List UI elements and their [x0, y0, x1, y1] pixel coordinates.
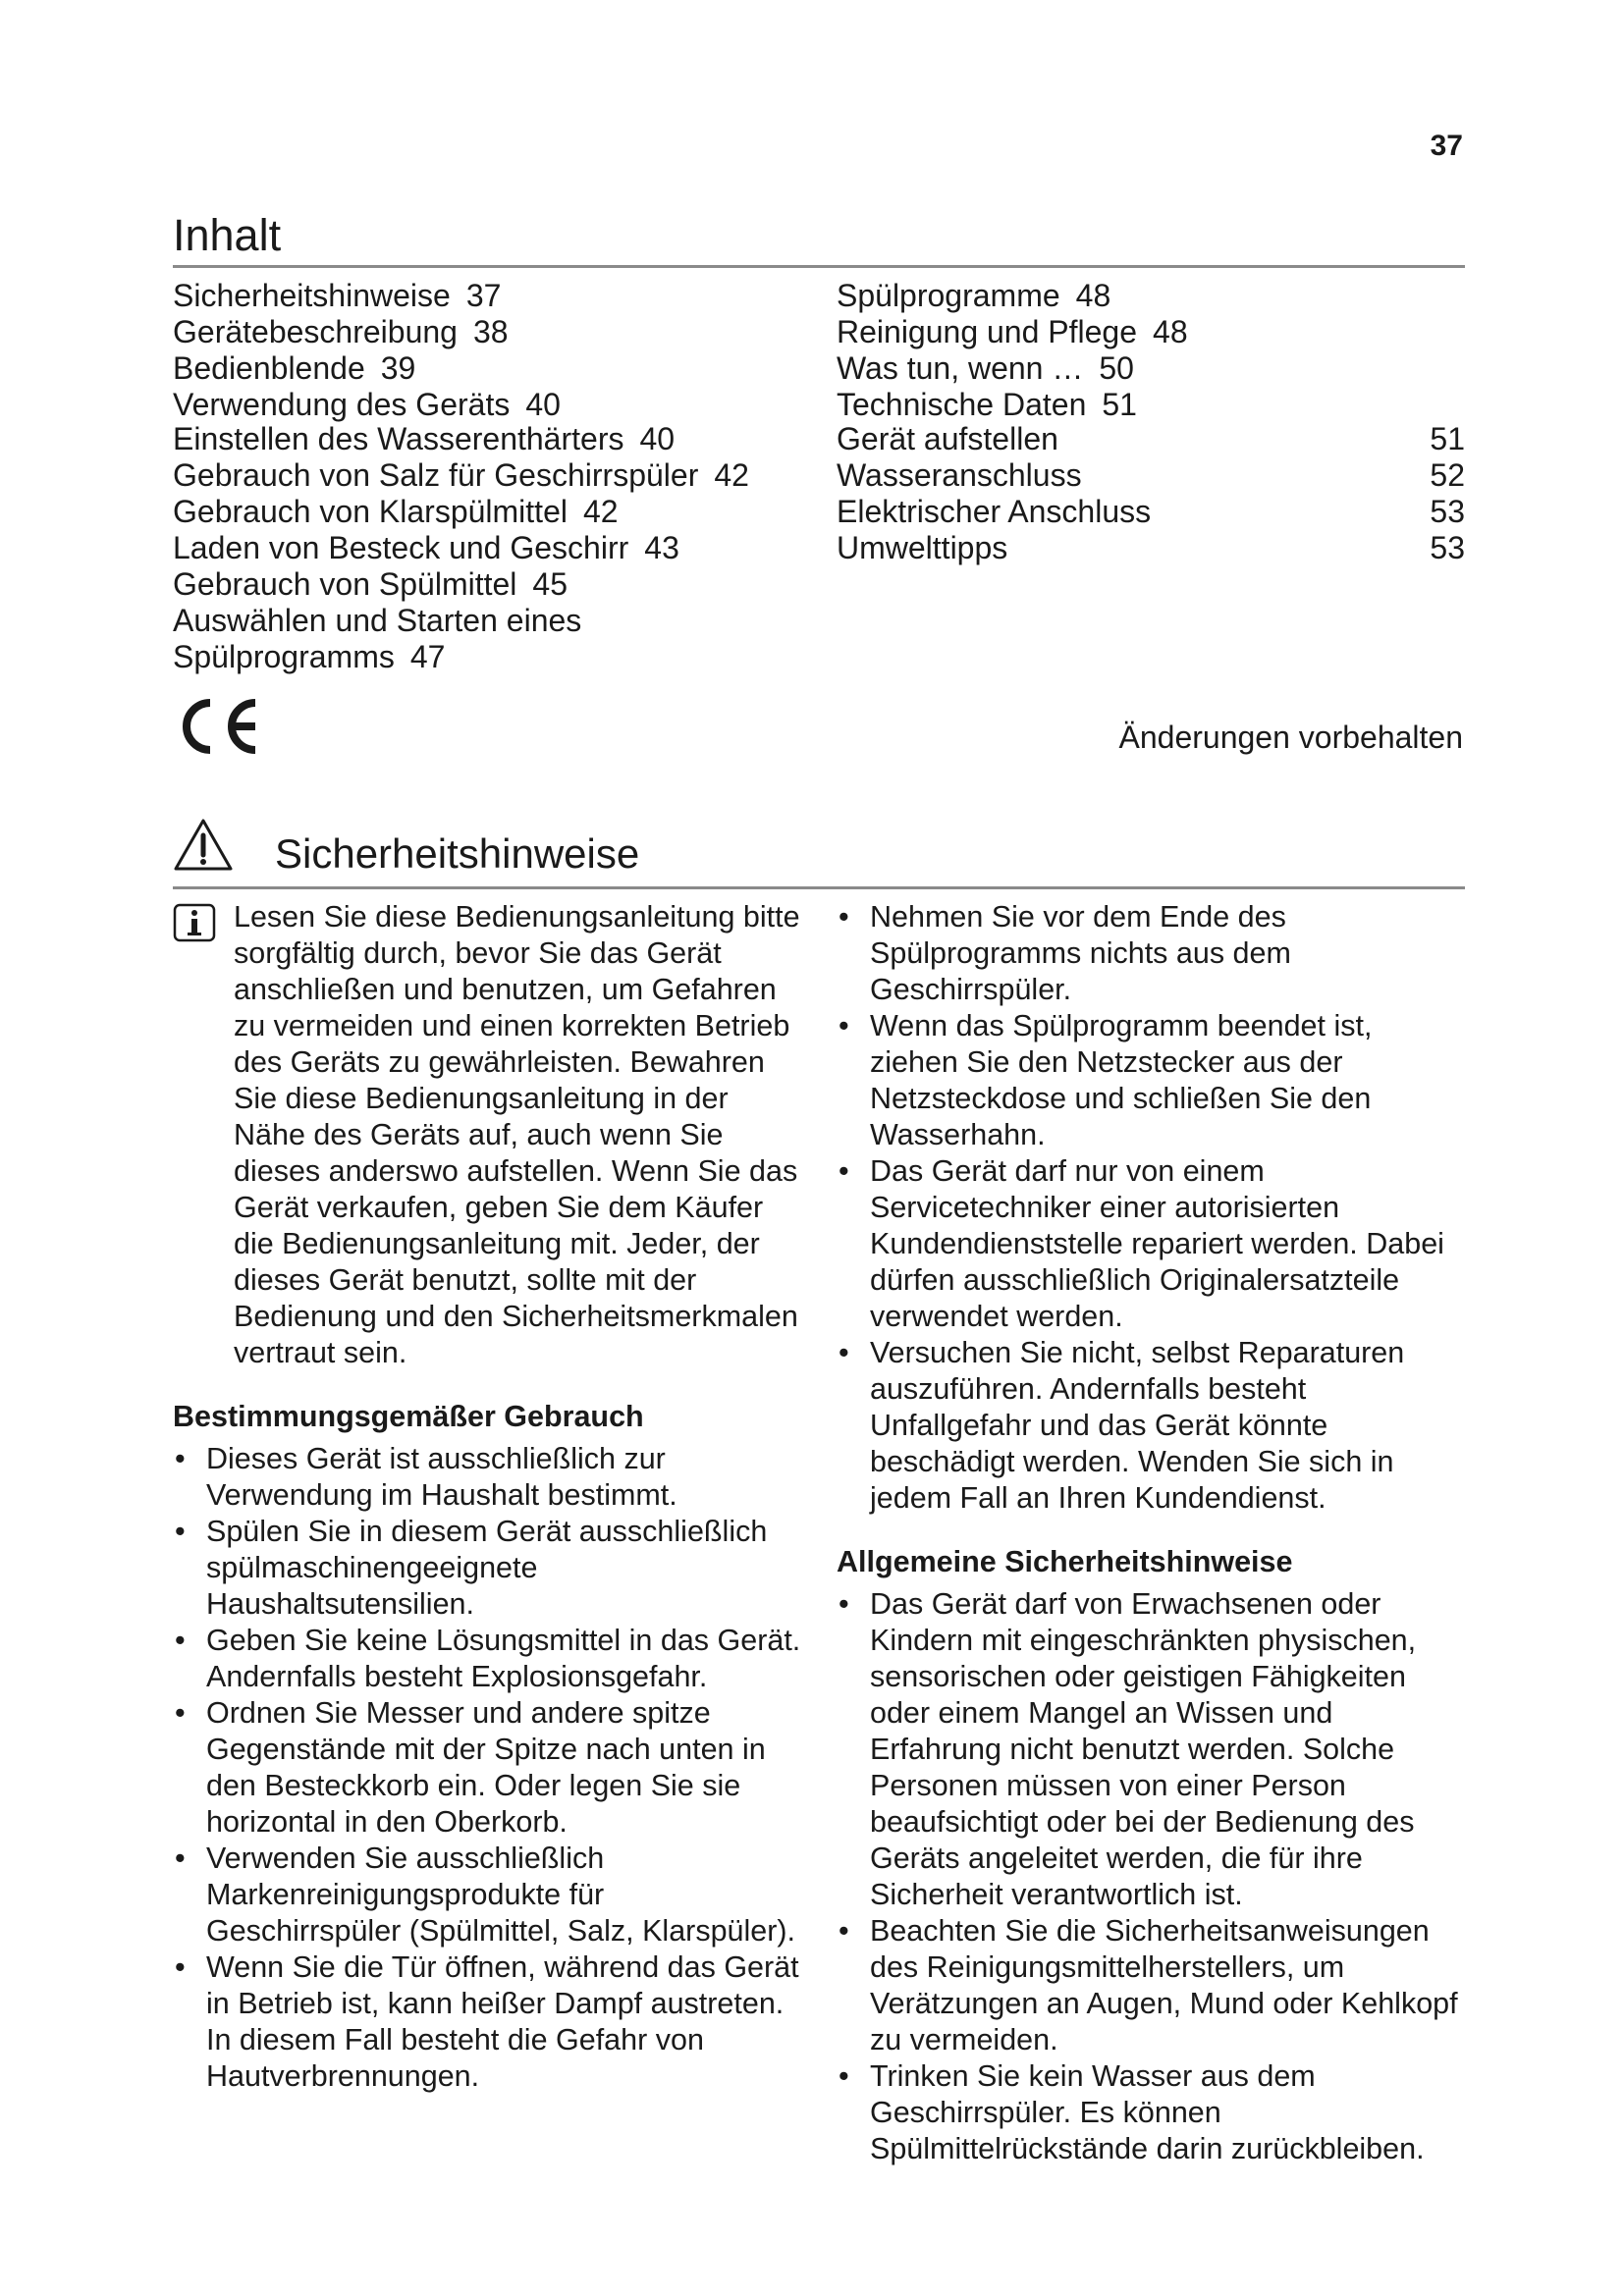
toc-entry[interactable]: Einstellen des Wasserenthärters 40 [173, 421, 676, 456]
toc-entry[interactable]: Elektrischer Anschluss [837, 494, 1152, 529]
list-item: • Wenn das Spülprogramm beendet ist, ziehen Sie den Netzstecker aus der Netzsteckdose und schließen Sie den Wasserhahn. [837, 1008, 1465, 1153]
toc-entry[interactable]: Umwelttipps [837, 530, 1008, 565]
info-icon [173, 903, 216, 942]
list-item: • Dieses Gerät ist ausschließlich zur Verwendung im Haushalt bestimmt. [173, 1441, 801, 1514]
safety-list [837, 899, 1465, 1517]
intended-use-list [173, 1441, 801, 2095]
page-number: 37 [1430, 130, 1463, 162]
toc-entry[interactable]: Bedienblende 39 [173, 350, 416, 386]
list-item: • Das Gerät darf nur von einem Servicetechniker einer autorisierten Kundendienststelle repariert werden. Dabei dürfen ausschließlich Originalersatzteile verwendet werden. [837, 1153, 1465, 1335]
toc-divider [173, 265, 1465, 268]
toc-title: Inhalt [173, 210, 282, 260]
right-column [837, 899, 1465, 2167]
section-title: Sicherheitshinweise [275, 830, 640, 877]
changes-reserved-notice: Änderungen vorbehalten [1118, 720, 1463, 755]
list-item: • Beachten Sie die Sicherheitsanweisungen des Reinigungsmittelherstellers, um Verätzungen an Augen, Mund oder Kehlkopf zu vermeiden. [837, 1913, 1465, 2058]
toc-page-number: 51 [1430, 421, 1465, 456]
toc-entry[interactable]: Sicherheitshinweise 37 [173, 278, 502, 313]
list-item: • Ordnen Sie Messer und andere spitze Gegenstände mit der Spitze nach unten in den Besteckkorb ein. Oder legen Sie sie horizontal in den Oberkorb. [173, 1695, 801, 1841]
toc-entry[interactable]: Wasseranschluss [837, 457, 1082, 493]
general-safety-heading: Allgemeine Sicherheitshinweise [837, 1545, 1293, 1578]
list-item: • Trinken Sie kein Wasser aus dem Geschirrspüler. Es können Spülmittelrückstände darin zurückbleiben. [837, 2058, 1465, 2167]
ce-mark-icon [173, 697, 261, 756]
toc-entry[interactable]: Reinigung und Pflege 48 [837, 314, 1188, 349]
toc-entry[interactable]: Gerät aufstellen [837, 421, 1058, 456]
list-item: • Versuchen Sie nicht, selbst Reparaturen auszuführen. Andernfalls besteht Unfallgefahr und das Gerät könnte beschädigt werden. Wenden Sie sich in jedem Fall an Ihren Kundendienst. [837, 1335, 1465, 1517]
toc-entry[interactable]: Spülprogramme 48 [837, 278, 1111, 313]
list-item: • Nehmen Sie vor dem Ende des Spülprogramms nichts aus dem Geschirrspüler. [837, 899, 1465, 1008]
toc-entry[interactable]: Gebrauch von Klarspülmittel 42 [173, 494, 619, 529]
list-item: • Wenn Sie die Tür öffnen, während das Gerät in Betrieb ist, kann heißer Dampf austreten. In diesem Fall besteht die Gefahr von Hautverbrennungen. [173, 1949, 801, 2095]
intended-use-heading: Bestimmungsgemäßer Gebrauch [173, 1400, 644, 1433]
general-safety-list [837, 1586, 1465, 2167]
toc-page-number: 52 [1430, 457, 1465, 493]
toc-entry[interactable]: Auswählen und Starten eines [173, 603, 582, 638]
toc-page-number: 53 [1430, 494, 1465, 529]
warning-triangle-icon [173, 818, 234, 872]
left-column [173, 899, 801, 2095]
info-text: Lesen Sie diese Bedienungsanleitung bitte sorgfältig durch, bevor Sie das Gerät anschließen und benutzen, um Gefahren zu vermeiden und einen korrekten Betrieb des Geräts zu gewährleisten. Bewahren Sie diese Bedienungsanleitung in der Nähe des Geräts auf, auch wenn Sie dieses anderswo aufstellen. Wenn Sie das Gerät verkaufen, geben Sie dem Käufer die Bedienungsanleitung mit. Jeder, der dieses Gerät benutzt, sollte mit der Bedienung und den Sicherheitsmerkmalen vertraut sein. [234, 900, 800, 1369]
section-divider [173, 886, 1465, 889]
toc-entry[interactable]: Gebrauch von Spülmittel 45 [173, 566, 568, 602]
toc-entry[interactable]: Was tun, wenn … 50 [837, 350, 1134, 386]
toc-entry[interactable]: Spülprogramms 47 [173, 639, 446, 674]
list-item: • Das Gerät darf von Erwachsenen oder Kindern mit eingeschränkten physischen, sensorischen oder geistigen Fähigkeiten oder einem Mangel an Wissen und Erfahrung nicht benutzt werden. Solche Personen müssen von einer Person beaufsichtigt oder bei der Bedienung des Geräts angeleitet werden, die für ihre Sicherheit verantwortlich ist. [837, 1586, 1465, 1913]
toc-entry[interactable]: Gerätebeschreibung 38 [173, 314, 509, 349]
toc-entry[interactable]: Verwendung des Geräts 40 [173, 387, 561, 422]
list-item: • Geben Sie keine Lösungsmittel in das Gerät. Andernfalls besteht Explosionsgefahr. [173, 1623, 801, 1695]
list-item: • Verwenden Sie ausschließlich Markenreinigungsprodukte für Geschirrspüler (Spülmittel, Salz, Klarspüler). [173, 1841, 801, 1949]
list-item: • Spülen Sie in diesem Gerät ausschließlich spülmaschinengeeignete Haushaltsutensilien. [173, 1514, 801, 1623]
toc-entry[interactable]: Laden von Besteck und Geschirr 43 [173, 530, 679, 565]
toc-page-number: 53 [1430, 530, 1465, 565]
toc-entry[interactable]: Gebrauch von Salz für Geschirrspüler 42 [173, 457, 749, 493]
info-block [173, 899, 801, 1371]
toc-entry[interactable]: Technische Daten 51 [837, 387, 1137, 422]
